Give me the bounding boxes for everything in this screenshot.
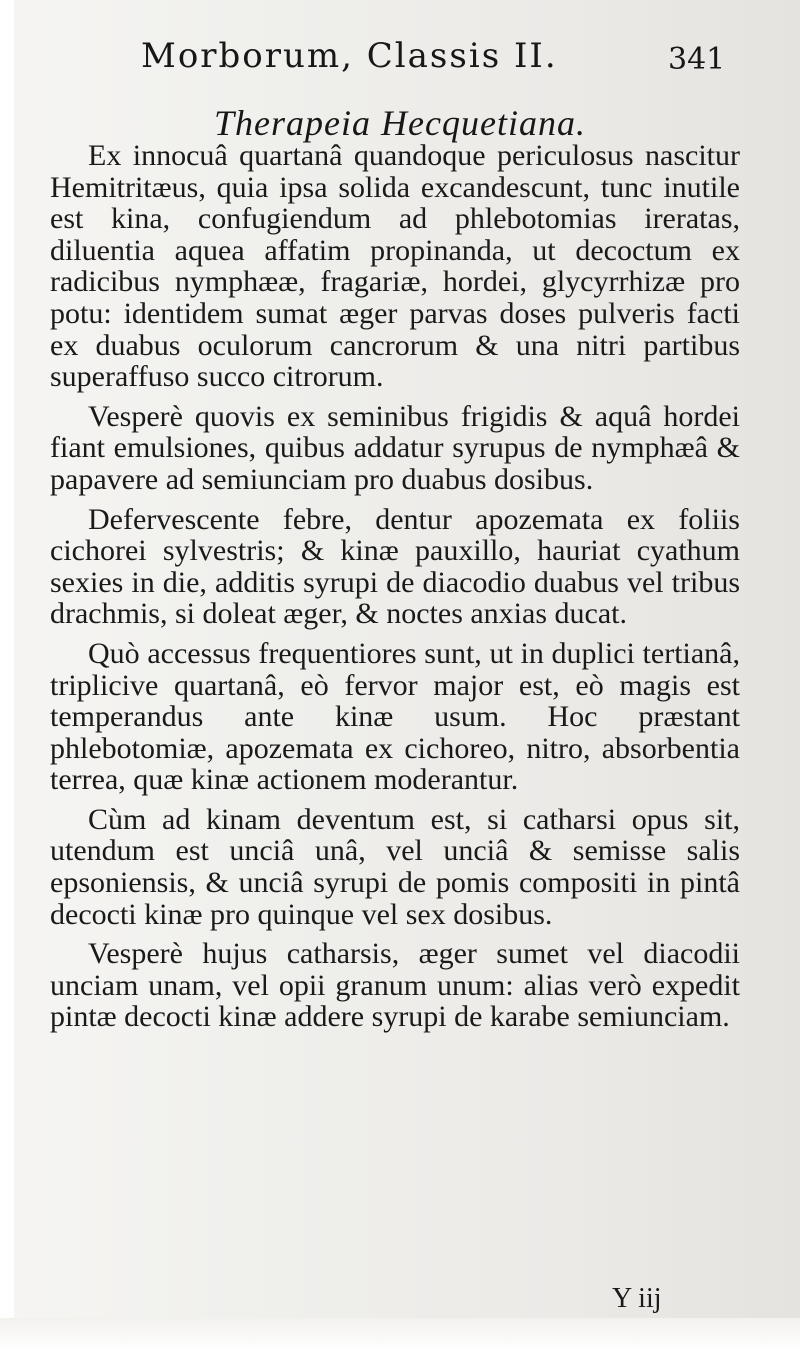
page-header [0, 36, 800, 88]
signature-mark: Y iij [612, 1283, 662, 1314]
paragraph-6: Vesperè hujus catharsis, æger sumet vel diacodii unciam unam, vel opii granum unum: alias verò expedit pintæ decocti kinæ addere syrupi de karabe semiunciam. [50, 937, 740, 1034]
page-bottom-edge [0, 1318, 800, 1351]
section-title: Therapeia Hecquetiana. [214, 103, 586, 143]
page-number: 341 [668, 42, 726, 77]
paragraph-4: Quò accessus frequentiores sunt, ut in duplici tertianâ, triplicive quartanâ, eò fervor major est, eò magis est temperandus ante kinæ usum. Hoc præstant phlebotomiæ, apozemata ex cichoreo, nitro, absorbentia terrea, quæ kinæ actionem moderantur. [50, 636, 740, 797]
body-text [50, 140, 740, 1041]
paragraph-3: Defervescente febre, dentur apozemata ex foliis cichorei sylvestris; & kinæ pauxillo, hauriat cyathum sexies in die, additis syrupi de diacodio duabus vel tribus drachmis, si doleat æger, & noctes anxias ducat. [50, 502, 740, 631]
paragraph-5: Cùm ad kinam deventum est, si catharsi opus sit, utendum est unciâ unâ, vel unciâ & semisse salis epsoniensis, & unciâ syrupi de pomis compositi in pintâ decocti kinæ pro quinque vel sex dosibus. [50, 802, 740, 931]
paragraph-2: Vesperè quovis ex seminibus frigidis & aquâ hordei fiant emulsiones, quibus addatur syrupus de nymphæâ & papavere ad semiunciam pro duabus dosibus. [50, 399, 740, 496]
page-margin-edge [0, 0, 14, 1351]
paragraph-1: Ex innocuâ quartanâ quandoque periculosus nascitur Hemitritæus, quia ipsa solida excandescunt, tunc inutile est kina, confugiendum ad phlebotomias ireratas, diluentia aquea affatim propinanda, ut decoctum ex radicibus nymphææ, fragariæ, hordei, glycyrrhizæ pro potu: identidem sumat æger parvas doses pulveris facti ex duabus oculorum cancrorum & una nitri partibus superaffuso succo citrorum. [50, 139, 740, 394]
running-head: Morborum, Classis II. [141, 36, 558, 76]
